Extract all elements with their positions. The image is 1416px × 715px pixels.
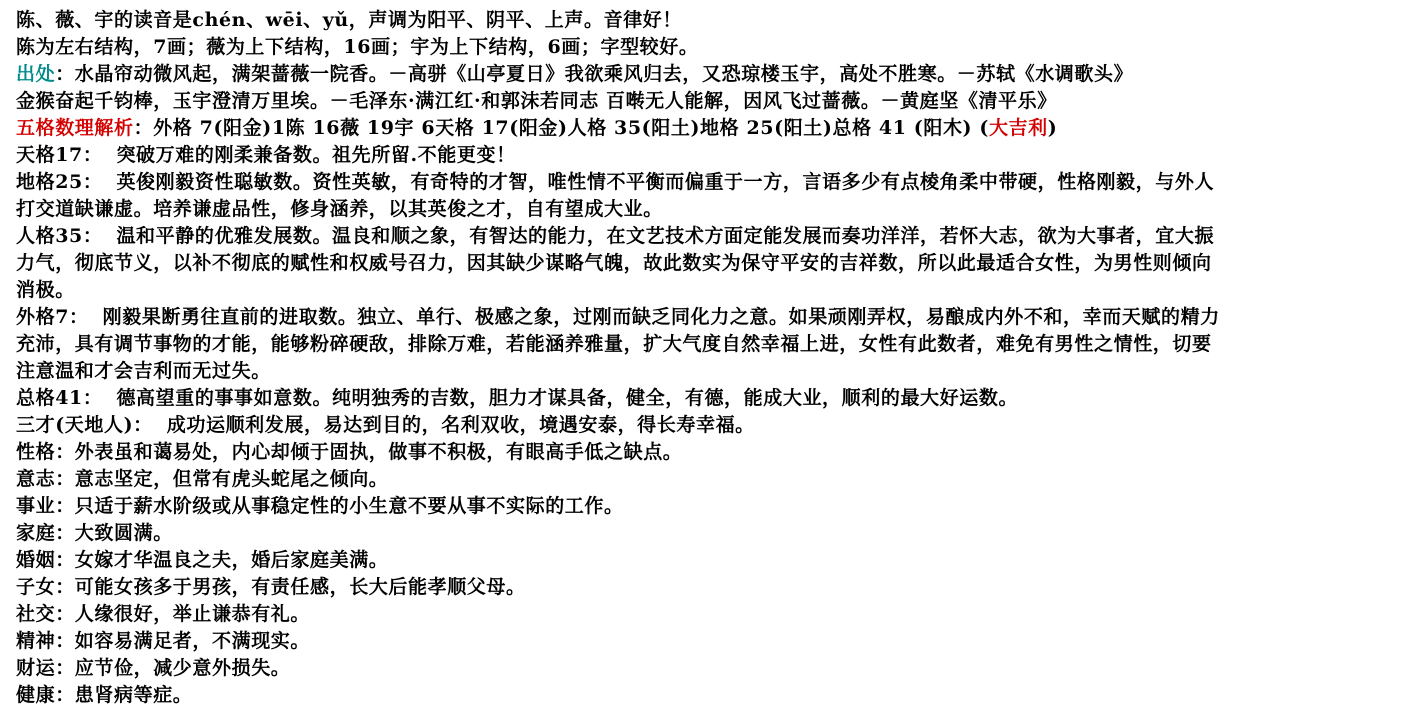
waige-line xyxy=(16,304,1416,331)
social-line: 社交：人缘很好，举止谦恭有礼。 xyxy=(16,603,311,625)
family-line: 家庭：大致圆满。 xyxy=(16,522,173,544)
wuge-analysis-line xyxy=(16,115,1416,142)
will-line: 意志：意志坚定，但常有虎头蛇尾之倾向。 xyxy=(16,468,389,490)
wuge-text: ：外格 7(阳金)1陈 16薇 19宇 6天格 17(阳金)人格 35(阳土)地格 25(阳土)总格 41 (阳木) ( xyxy=(133,117,989,139)
dige-line xyxy=(16,169,1416,196)
tiange-text: 突破万难的刚柔兼备数。祖先所留.不能更变！ xyxy=(116,144,516,166)
zongge-label: 总格41： xyxy=(16,387,103,409)
renge-label: 人格35： xyxy=(16,225,103,247)
zongge-text: 德高望重的事事如意数。纯明独秀的吉数，胆力才谋具备，健全，有德，能成大业，顺利的最大好运数。 xyxy=(116,387,1019,409)
health-line: 健康：患肾病等症。 xyxy=(16,684,193,706)
sancai-label: 三才(天地人)： xyxy=(16,414,153,436)
children-line: 子女：可能女孩多于男孩，有责任感，长大后能孝顺父母。 xyxy=(16,576,526,598)
source-label: 出处 xyxy=(16,63,56,85)
wuge-label: 五格数理解析 xyxy=(16,117,134,139)
personality-line: 性格：外表虽和蔼易处，内心却倾于固执，做事不积极，有眼高手低之缺点。 xyxy=(16,441,683,463)
renge-line-cont-2: 消极。 xyxy=(16,279,75,301)
career-line: 事业：只适于薪水阶级或从事稳定性的小生意不要从事不实际的工作。 xyxy=(16,495,624,517)
spirit-line: 精神：如容易满足者，不满现实。 xyxy=(16,630,311,652)
source-line xyxy=(16,61,1416,88)
sancai-line xyxy=(16,412,1416,439)
wealth-line: 财运：应节俭，减少意外损失。 xyxy=(16,657,291,679)
renge-line xyxy=(16,223,1416,250)
waige-label: 外格7： xyxy=(16,306,89,328)
stroke-structure-line: 陈为左右结构，7画；薇为上下结构，16画；宇为上下结构，6画；字型较好。 xyxy=(16,36,699,58)
zongge-line xyxy=(16,385,1416,412)
renge-line-cont: 力气，彻底节义，以补不彻底的赋性和权威号召力，因其缺少谋略气魄，故此数实为保守平安的吉祥数，所以此最适合女性，为男性则倾向 xyxy=(16,252,1212,274)
dige-label: 地格25： xyxy=(16,171,103,193)
sancai-text: 成功运顺利发展，易达到目的，名利双收，境遇安泰，得长寿幸福。 xyxy=(166,414,755,436)
marriage-line: 婚姻：女嫁才华温良之夫，婚后家庭美满。 xyxy=(16,549,389,571)
source-line-2: 金猴奋起千钧棒，玉宇澄清万里埃。－毛泽东·满江红·和郭沫若同志 百啭无人能解，因风飞过蔷薇。－黄庭坚《清平乐》 xyxy=(16,90,1057,112)
tiange-label: 天格17： xyxy=(16,144,103,166)
wuge-verdict: 大吉利 xyxy=(988,117,1048,139)
waige-line-cont-2: 注意温和才会吉利而无过失。 xyxy=(16,360,271,382)
waige-line-cont: 充沛，具有调节事物的才能，能够粉碎硬敌，排除万难，若能涵养雅量，扩大气度自然幸福上进，女性有此数者，难免有男性之情性，切要 xyxy=(16,333,1212,355)
wuge-end: ) xyxy=(1047,117,1058,139)
waige-text: 刚毅果断勇往直前的进取数。独立、单行、极感之象，过刚而缺乏同化力之意。如果顽刚弄权，易酿成内外不和，幸而天赋的精力 xyxy=(102,306,1220,328)
dige-text: 英俊刚毅资性聪敏数。资性英敏，有奇特的才智，唯性情不平衡而偏重于一方，言语多少有点棱角柔中带硬，性格刚毅，与外人 xyxy=(116,171,1215,193)
renge-text: 温和平静的优雅发展数。温良和顺之象，有智达的能力，在文艺技术方面定能发展而奏功洋洋，若怀大志，欲为大事者，宜大振 xyxy=(116,225,1215,247)
tiange-line xyxy=(16,142,1416,169)
dige-line-cont: 打交道缺谦虚。培养谦虚品性，修身涵养，以其英俊之才，自有望成大业。 xyxy=(16,198,663,220)
pronunciation-line: 陈、薇、宇的读音是chén、wēi、yǔ，声调为阳平、阴平、上声。音律好！ xyxy=(16,9,683,31)
source-text: ：水晶帘动微风起，满架蔷薇一院香。－高骈《山亭夏日》我欲乘风归去，又恐琼楼玉宇，高处不胜寒。－苏轼《水调歌头》 xyxy=(55,63,1134,85)
